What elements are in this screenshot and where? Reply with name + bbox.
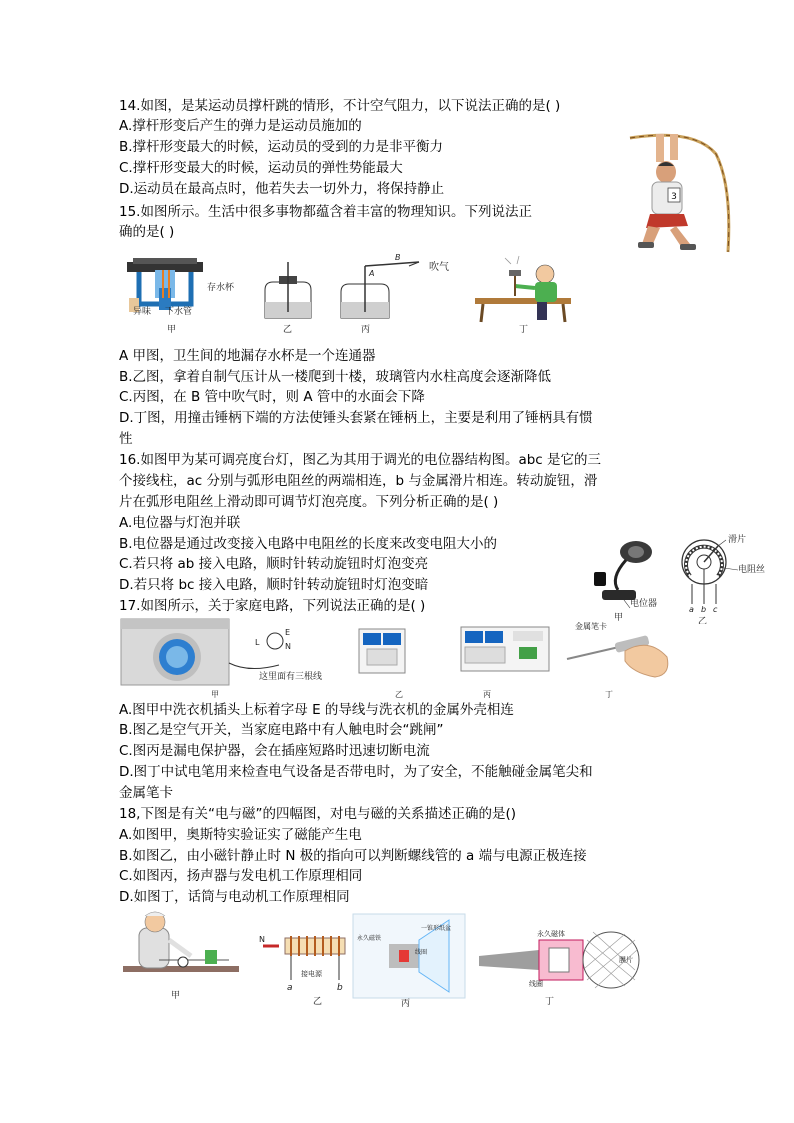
desk-lamp-figure [594, 541, 652, 608]
compass-n-label: N [259, 935, 265, 944]
speaker-magnet-label: 永久磁铁 [357, 935, 382, 942]
fig18-bing-label: 丙 [401, 999, 411, 1008]
q15-option-d-line2: 性 [119, 431, 133, 447]
fig17-jia-label: 甲 [211, 690, 219, 699]
q15-stem-line2: 确的是( ) [119, 224, 175, 240]
q18-figure-row [119, 910, 649, 1008]
tube-b-label: B [395, 253, 401, 262]
q15-option-a: A 甲图，卫生间的地漏存水杯是一个连通器 [119, 348, 376, 364]
power-label: 接电源 [301, 970, 322, 978]
blow-label: 吹气 [429, 262, 449, 273]
fig17-bing-label: 丙 [483, 690, 491, 699]
q17-option-b: B.图乙是空气开关，当家庭电路中有人触电时会“跳闸” [119, 722, 444, 738]
q18-stem: 18,下图是有关“电与磁”的四幅图，对电与磁的关系描述正确的是() [119, 806, 516, 822]
air-switch-figure [359, 629, 405, 673]
odor-label: 异味 [133, 307, 152, 317]
plug-n-label: N [285, 642, 291, 651]
potentiometer-structure-figure [682, 540, 738, 604]
fig17-ding-label: 丁 [605, 690, 613, 699]
fig18-jia-label: 甲 [171, 991, 181, 1001]
slider-label: 滑片 [728, 535, 747, 545]
q14-option-c: C.撑杆形变最大的时候，运动员的弹性势能最大 [119, 160, 403, 176]
mic-magnet-label: 永久磁体 [537, 930, 565, 938]
terminal-a-label: a [689, 605, 694, 614]
q15-option-d-line1: D.丁图，用撞击锤柄下端的方法使锤头套紧在锤柄上，主要是利用了锤柄具有惯 [119, 410, 593, 426]
fig18-ding-label: 丁 [545, 997, 555, 1007]
q15-option-c: C.丙图，在 B 管中吹气时，则 A 管中的水面会下降 [119, 389, 425, 405]
fig15-jia-label: 甲 [167, 325, 177, 335]
q17-option-a: A.图甲中洗衣机插头上标着字母 E 的导线与洗衣机的金属外壳相连 [119, 702, 514, 718]
diaphragm-label: 膜片 [619, 956, 633, 964]
q16-option-d: D.若只将 bc 接入电路，顺时针转动旋钮时灯泡变暗 [119, 577, 429, 593]
q16-figure [590, 532, 772, 624]
speaker-coil-label: 线圈 [415, 949, 428, 956]
hammer-man-figure [475, 256, 571, 322]
q17-option-d-line1: D.图丁中试电笔用来检查电气设备是否带电时，为了安全，不能触碰金属笔尖和 [119, 764, 593, 780]
fig17-yi-label: 乙 [395, 690, 403, 699]
fig18-yi-label: 乙 [313, 997, 323, 1007]
fig16-yi-label: 乙 [698, 617, 708, 624]
q16-stem-line2: 个接线柱，ac 分别与弧形电阻丝的两端相连，b 与金属滑片相连。转动旋钮，滑 [119, 473, 598, 489]
leakage-protector-figure [461, 627, 549, 671]
q16-stem-line3: 片在弧形电阻丝上滑动即可调节灯泡亮度。下列分析正确的是( ) [119, 494, 499, 510]
fig15-yi-label: 乙 [283, 325, 293, 335]
cup-label: 存水杯 [207, 283, 235, 293]
test-pen-figure [567, 635, 668, 677]
q17-stem: 17.如图所示，关于家庭电路，下列说法正确的是( ) [119, 598, 426, 614]
q17-option-c: C.图丙是漏电保护器，会在插座短路时迅速切断电流 [119, 743, 430, 759]
q18-option-b: B.如图乙，由小磁针静止时 N 极的指向可以判断螺线管的 a 端与电源正极连接 [119, 848, 587, 864]
barometer-bottle-figure [265, 262, 311, 318]
terminal-b-label: b [701, 605, 707, 614]
floor-drain-figure [127, 258, 203, 312]
q18-option-c: C.如图丙，扬声器与发电机工作原理相同 [119, 868, 363, 884]
pen-clip-label: 金属笔卡 [575, 622, 607, 631]
q14-option-b: B.撑杆形变最大的时候，运动员的受到的力是非平衡力 [119, 139, 444, 155]
microphone-figure [479, 932, 639, 988]
q16-stem-line1: 16.如图甲为某可调亮度台灯，图乙为其用于调光的电位器结构图。abc 是它的三 [119, 452, 602, 468]
pole-vaulter-figure [624, 126, 734, 254]
plug-l-label: L [255, 638, 260, 647]
q15-figure-row [119, 252, 579, 336]
cone-label: 一锥形纸盆 [421, 925, 452, 932]
solenoid-b-label: b [337, 983, 343, 993]
resistance-wire-label: 电阻丝 [738, 565, 766, 575]
bib-number: 3 [671, 192, 677, 202]
solenoid-a-label: a [287, 983, 293, 993]
q14-option-d: D.运动员在最高点时，他若失去一切外力，将保持静止 [119, 181, 445, 197]
oersted-experiment-figure [123, 912, 239, 972]
fig15-ding-label: 丁 [519, 325, 529, 335]
q16-option-b: B.电位器是通过改变接入电路中电阻丝的长度来改变电阻大小的 [119, 536, 498, 552]
three-wire-label: 这里面有三根线 [259, 672, 323, 682]
q14-option-a: A.撑杆形变后产生的弹力是运动员施加的 [119, 118, 362, 134]
q18-option-a: A.如图甲，奥斯特实验证实了磁能产生电 [119, 827, 362, 843]
q14-stem: 14.如图，是某运动员撑杆跳的情形，不计空气阻力，以下说法正确的是( ) [119, 98, 561, 114]
q18-option-d: D.如图丁，话筒与电动机工作原理相同 [119, 889, 350, 905]
q16-option-c: C.若只将 ab 接入电路，顺时针转动旋钮时灯泡变亮 [119, 556, 429, 572]
terminal-c-label: c [713, 605, 718, 614]
q17-option-d-line2: 金属笔卡 [119, 785, 173, 801]
blowing-tubes-figure [341, 262, 419, 318]
pipe-label: 下水管 [165, 307, 193, 317]
q15-stem-line1: 15.如图所示。生活中很多事物都蕴含着丰富的物理知识。下列说法正 [119, 204, 532, 220]
fig15-bing-label: 丙 [361, 325, 371, 335]
q15-option-b: B.乙图，拿着自制气压计从一楼爬到十楼，玻璃管内水柱高度会逐渐降低 [119, 369, 552, 385]
q16-option-a: A.电位器与灯泡并联 [119, 515, 241, 531]
potentiometer-label: 电位器 [630, 599, 658, 609]
tube-a-label: A [369, 269, 375, 278]
q17-figure-row [119, 617, 679, 699]
mic-coil-label: 线圈 [529, 980, 543, 988]
fig16-jia-label: 甲 [614, 613, 624, 623]
plug-e-label: E [285, 628, 291, 637]
washing-machine-figure [121, 619, 229, 685]
